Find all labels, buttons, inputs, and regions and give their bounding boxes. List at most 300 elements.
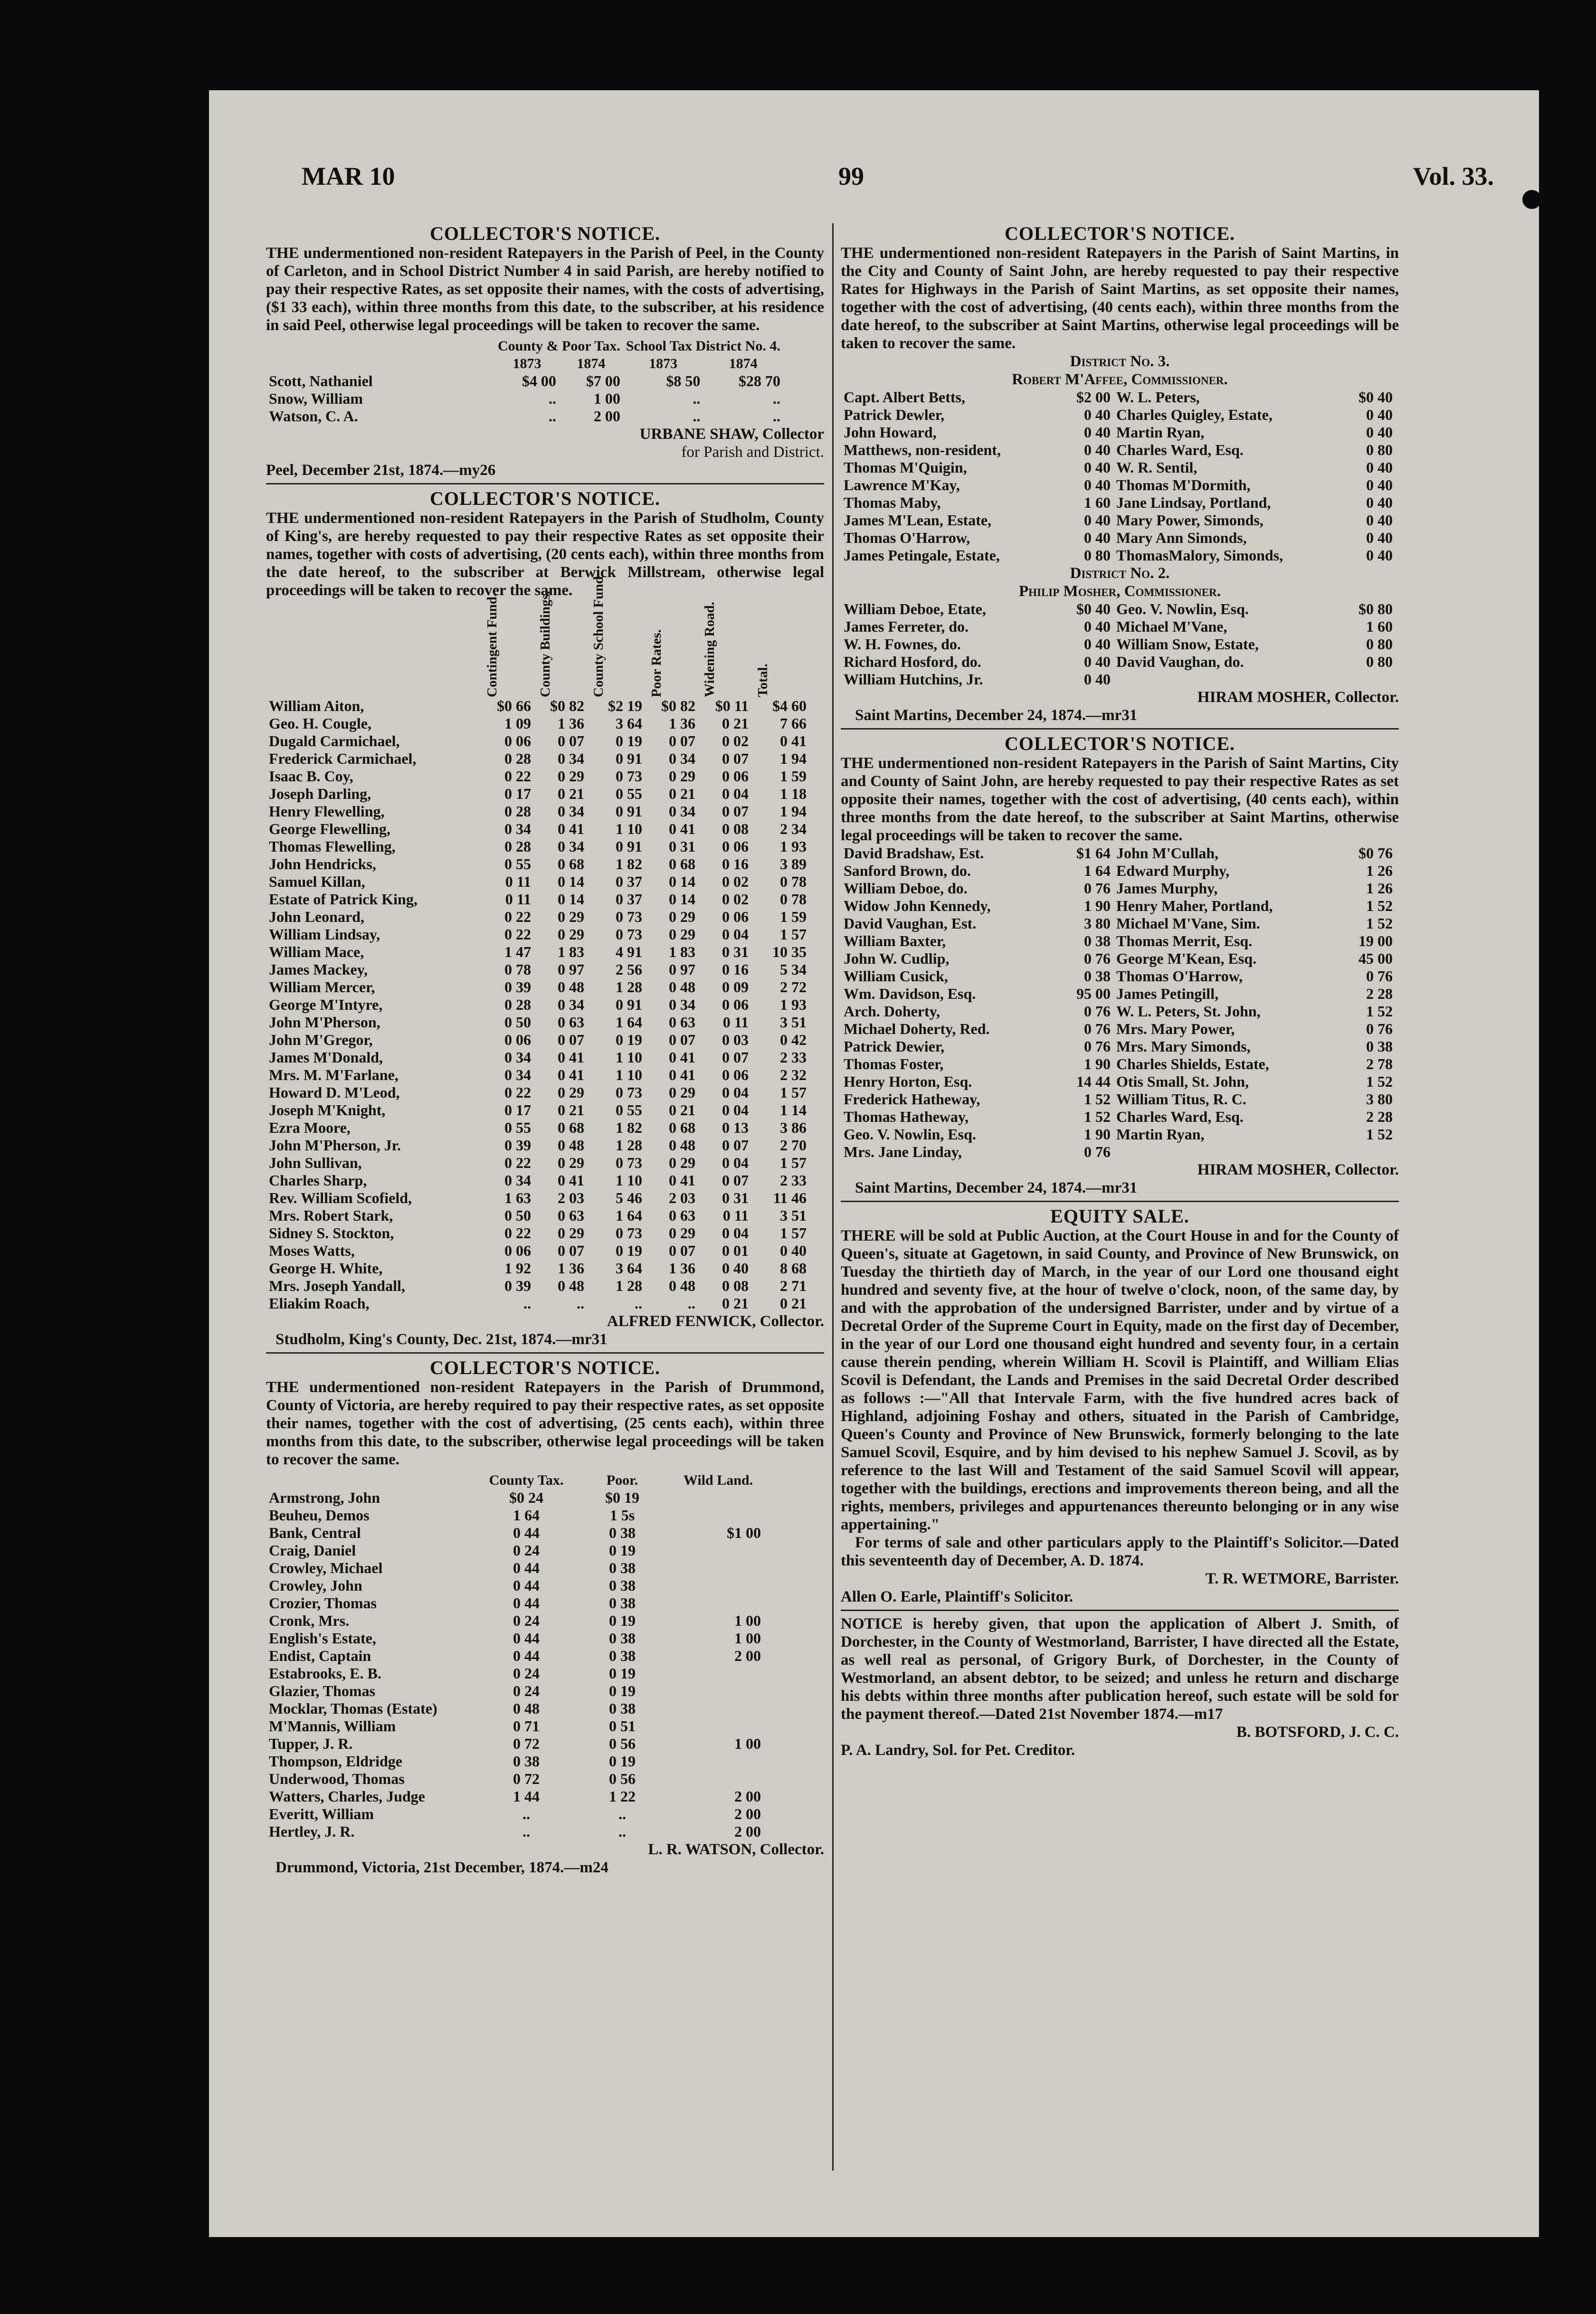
amount-cell: 1 60	[1084, 494, 1111, 511]
ratepayer-name: Scott, Nathaniel	[269, 372, 373, 389]
notice-signature-role: for Parish and District.	[681, 444, 824, 461]
amount-cell: 0 08	[722, 820, 749, 837]
notice-solicitor: P. A. Landry, Sol. for Pet. Creditor.	[841, 1742, 1075, 1759]
table-row	[841, 600, 1396, 618]
ratepayer-name: James Ferreter, do.	[844, 618, 969, 635]
amount-cell: 0 24	[513, 1682, 540, 1699]
amount-cell: 0 40	[1366, 406, 1393, 423]
table-row	[266, 961, 809, 978]
district-commissioner: Philip Mosher, Commissioner.	[1018, 583, 1221, 600]
amount-cell: Thomas O'Harrow,	[1116, 967, 1243, 985]
ratepayer-name: Glazier, Thomas	[269, 1682, 376, 1699]
amount-cell: 1 90	[1084, 1126, 1111, 1143]
amount-cell: $7 00	[586, 372, 620, 389]
amount-cell: 1 93	[780, 996, 807, 1013]
ratepayer-name: John W. Cudlip,	[844, 950, 950, 967]
amount-cell: 14 44	[1076, 1073, 1111, 1090]
ratepayer-name: Rev. William Scofield,	[269, 1189, 412, 1206]
table-row	[266, 926, 809, 943]
table-row	[841, 424, 1396, 441]
amount-cell: 0 21	[558, 1101, 584, 1119]
amount-cell: $4 00	[522, 372, 556, 389]
table-row	[841, 897, 1396, 915]
ratepayer-name: John Howard,	[844, 424, 937, 441]
table-row	[266, 1682, 764, 1700]
ratepayer-name: Crowley, Michael	[269, 1559, 383, 1576]
table-row	[266, 891, 809, 908]
table-row	[266, 1031, 809, 1049]
amount-cell: 0 38	[609, 1577, 636, 1594]
amount-cell: 0 73	[616, 926, 642, 943]
ratepayer-name: Thomas Foster,	[844, 1055, 944, 1072]
amount-cell: 0 29	[558, 1084, 584, 1101]
amount-cell: 0 76	[1366, 967, 1393, 985]
amount-cell: 0 29	[669, 1154, 695, 1171]
ratepayer-name: Moses Watts,	[269, 1242, 355, 1259]
amount-cell: 0 07	[669, 1242, 695, 1259]
table-row	[266, 1594, 764, 1612]
amount-cell: 0 07	[558, 1242, 584, 1259]
district-commissioner: Robert M'Affee, Commissioner.	[1012, 371, 1228, 388]
amount-cell: 0 06	[722, 908, 749, 925]
ratepayer-name: Bank, Central	[269, 1524, 361, 1541]
table-row	[841, 915, 1396, 932]
amount-cell: 0 01	[722, 1242, 749, 1259]
amount-cell: 0 73	[616, 908, 642, 925]
amount-cell: 0 07	[722, 1137, 749, 1154]
amount-cell: 0 11	[722, 1207, 749, 1224]
notice-signature: HIRAM MOSHER, Collector.	[1197, 1161, 1399, 1178]
amount-cell: 0 40	[1084, 476, 1111, 493]
amount-cell: 0 02	[722, 732, 749, 749]
divider	[841, 1610, 1399, 1611]
amount-cell: 2 56	[616, 961, 642, 978]
amount-cell: 0 48	[669, 1137, 695, 1154]
amount-cell: 0 21	[669, 785, 695, 802]
ratepayer-name: Thomas O'Harrow,	[844, 529, 970, 546]
ratepayer-name: William Deboe, do.	[844, 880, 968, 897]
table-row	[266, 1014, 809, 1031]
table-row	[841, 1038, 1396, 1055]
amount-cell: 0 76	[1084, 1038, 1111, 1055]
amount-cell: 1 64	[616, 1014, 642, 1031]
notice-signature: L. R. WATSON, Collector.	[648, 1841, 824, 1858]
table-row	[266, 1577, 764, 1594]
amount-cell: 2 71	[780, 1277, 807, 1294]
amount-cell: 2 00	[734, 1647, 761, 1664]
ratepayer-name: Isaac B. Coy,	[269, 768, 353, 785]
peel-year: 1874	[729, 356, 758, 371]
amount-cell: 0 76	[1084, 1003, 1111, 1020]
amount-cell: $0 80	[1358, 600, 1393, 617]
ratepayer-name: Patrick Dewier,	[844, 1038, 945, 1055]
amount-cell: $2 00	[1076, 389, 1111, 406]
notice-title: COLLECTOR'S NOTICE.	[429, 223, 661, 244]
table-row	[266, 1507, 764, 1524]
amount-cell: 0 40	[1366, 476, 1393, 493]
amount-cell: 0 40	[1366, 494, 1393, 511]
ratepayer-name: Beuheu, Demos	[269, 1507, 370, 1524]
table-row	[841, 985, 1396, 1003]
amount-cell: 2 32	[780, 1066, 807, 1083]
amount-cell: 0 06	[722, 1066, 749, 1083]
table-row	[266, 1119, 809, 1137]
ratepayer-name: Frederick Hatheway,	[844, 1091, 980, 1108]
amount-cell: 0 24	[513, 1665, 540, 1682]
amount-cell: 0 06	[504, 732, 531, 749]
notice-body: THE undermentioned non-resident Ratepayers in the Parish of Saint Martins, in the City and County of Saint John, are hereby requested to pay their respective Rates for Highways in the Parish of Saint Martins, as set opposite their names, together with the cost of advertising, (40 cents each), within three months from the date hereof, to the subscriber at Saint Martins, otherwise legal proceedings will be taken to recover the same.	[841, 245, 1399, 352]
amount-cell: 1 92	[504, 1260, 531, 1277]
table-row	[266, 1154, 809, 1172]
amount-cell	[1328, 1143, 1396, 1161]
amount-cell: 0 21	[722, 715, 749, 732]
amount-cell: 1 36	[558, 715, 584, 732]
ratepayer-name: David Vaughan, Est.	[844, 915, 977, 932]
ratepayer-name: Lawrence M'Kay,	[844, 476, 960, 493]
notice-title: EQUITY SALE.	[1050, 1205, 1189, 1227]
amount-cell: ..	[522, 1823, 530, 1840]
amount-cell: 1 10	[616, 1066, 642, 1083]
amount-cell: William Snow, Estate,	[1116, 635, 1259, 653]
amount-cell: Martin Ryan,	[1116, 424, 1205, 441]
amount-cell: 0 24	[513, 1612, 540, 1629]
table-row	[266, 408, 783, 425]
amount-cell: 0 63	[558, 1014, 584, 1031]
amount-cell: 0 41	[780, 732, 807, 749]
ratepayer-name: Wm. Davidson, Esq.	[844, 985, 976, 1002]
amount-cell: 0 38	[609, 1630, 636, 1647]
amount-cell: 0 38	[1084, 932, 1111, 949]
amount-cell: 0 22	[504, 1224, 531, 1242]
amount-cell: 0 29	[558, 1154, 584, 1171]
amount-cell	[673, 1717, 764, 1735]
amount-cell: 2 28	[1366, 1108, 1393, 1125]
ratepayer-name: David Bradshaw, Est.	[844, 844, 984, 862]
notice-body: THE undermentioned non-resident Ratepayers in the Parish of Drummond, County of Victoria, are hereby required to pay their respective rates, as set opposite their names, together with the cost of advertising, (25 cents each), within three months from this date, to the subscriber, otherwise legal proceedings will be taken to recover the same.	[266, 1379, 824, 1468]
amount-cell: 0 55	[616, 1101, 642, 1119]
amount-cell: 0 76	[1084, 950, 1111, 967]
amount-cell: 1 36	[669, 1260, 695, 1277]
table-row	[266, 996, 809, 1014]
ratepayer-name: Ezra Moore,	[269, 1119, 351, 1136]
amount-cell: 0 44	[513, 1647, 540, 1664]
amount-cell: 0 14	[558, 873, 584, 890]
ratepayer-name: William Mercer,	[269, 978, 375, 996]
amount-cell: 0 34	[504, 820, 531, 837]
table-row	[841, 1126, 1396, 1143]
amount-cell: 0 48	[558, 1277, 584, 1294]
amount-cell: 0 97	[558, 961, 584, 978]
amount-cell: 1 18	[780, 785, 807, 802]
amount-cell: James Petingill,	[1116, 985, 1219, 1002]
amount-cell: 1 57	[780, 1154, 807, 1171]
amount-cell: 0 02	[722, 891, 749, 908]
amount-cell: 0 68	[558, 1119, 584, 1136]
ratepayer-name: William Mace,	[269, 943, 364, 960]
amount-cell: 0 40	[1366, 459, 1393, 476]
ratepayer-name: Mrs. Joseph Yandall,	[269, 1277, 405, 1294]
amount-cell: 0 40	[1084, 671, 1111, 688]
amount-cell: 0 22	[504, 926, 531, 943]
amount-cell: John M'Cullah,	[1116, 844, 1219, 862]
table-row	[266, 943, 809, 961]
amount-cell: 0 40	[1084, 424, 1111, 441]
amount-cell: 0 91	[616, 838, 642, 855]
amount-cell: 0 34	[669, 996, 695, 1013]
amount-cell: 0 44	[513, 1594, 540, 1612]
amount-cell: 0 78	[780, 873, 807, 890]
notice-title: COLLECTOR'S NOTICE.	[429, 488, 661, 509]
amount-cell: 0 07	[722, 1049, 749, 1066]
amount-cell: 0 56	[609, 1770, 636, 1787]
amount-cell: 1 57	[780, 926, 807, 943]
amount-cell: 5 34	[780, 961, 807, 978]
amount-cell: 0 29	[669, 926, 695, 943]
amount-cell: 0 80	[1366, 653, 1393, 670]
amount-cell	[673, 1577, 764, 1594]
table-row	[266, 1612, 764, 1630]
amount-cell: 0 73	[616, 1224, 642, 1242]
table-row	[841, 671, 1396, 688]
notice-solicitor: Allen O. Earle, Plaintiff's Solicitor.	[841, 1588, 1074, 1605]
amount-cell: 0 22	[504, 768, 531, 785]
amount-cell: Geo. V. Nowlin, Esq.	[1116, 600, 1249, 617]
table-row	[266, 1489, 764, 1507]
amount-cell: 0 07	[558, 732, 584, 749]
amount-cell: 0 31	[669, 838, 695, 855]
amount-cell: 1 64	[1084, 862, 1111, 879]
amount-cell: 0 09	[722, 978, 749, 996]
amount-cell: Edward Murphy,	[1116, 862, 1230, 879]
amount-cell: 0 04	[722, 785, 749, 802]
amount-cell: Jane Lindsay, Portland,	[1116, 494, 1271, 511]
ratepayer-name: John M'Pherson,	[269, 1014, 380, 1031]
amount-cell	[1113, 1143, 1328, 1161]
amount-cell: 2 03	[669, 1189, 695, 1206]
ratepayer-name: Capt. Albert Betts,	[844, 389, 965, 406]
amount-cell: 95 00	[1076, 985, 1111, 1002]
amount-cell: ..	[772, 390, 780, 407]
ratepayer-name: Arch. Doherty,	[844, 1003, 940, 1020]
table-row	[266, 908, 809, 926]
amount-cell: 0 40	[1366, 512, 1393, 529]
amount-cell: 1 59	[780, 768, 807, 785]
notice-saint-martins-rates	[841, 733, 1399, 1197]
amount-cell: 1 94	[780, 750, 807, 767]
amount-cell: 1 09	[504, 715, 531, 732]
table-row	[266, 1260, 809, 1277]
table-row	[266, 372, 783, 390]
amount-cell: 0 41	[558, 1066, 584, 1083]
ratepayer-name: William Deboe, Etate,	[844, 600, 986, 617]
drummond-head: County Tax.	[489, 1472, 564, 1488]
amount-cell: 0 38	[1366, 1038, 1393, 1055]
amount-cell: $0 19	[605, 1489, 639, 1506]
amount-cell: 1 28	[616, 978, 642, 996]
amount-cell: 0 55	[504, 855, 531, 872]
amount-cell: 1 00	[734, 1735, 761, 1752]
notice-dateline: Saint Martins, December 24, 1874.—mr31	[855, 1179, 1138, 1196]
amount-cell: Charles Quigley, Estate,	[1116, 406, 1273, 423]
divider	[266, 1352, 824, 1354]
amount-cell: 0 39	[504, 1137, 531, 1154]
amount-cell: ThomasMalory, Simonds,	[1116, 547, 1283, 564]
amount-cell: $0 66	[497, 697, 531, 714]
table-row	[266, 1224, 809, 1242]
amount-cell: 0 19	[609, 1682, 636, 1699]
amount-cell: 0 19	[616, 732, 642, 749]
amount-cell: 0 07	[722, 803, 749, 820]
amount-cell: Thomas M'Dormith,	[1116, 476, 1251, 493]
notice-signature: ALFRED FENWICK, Collector.	[607, 1313, 824, 1330]
table-row	[266, 855, 809, 873]
ratepayer-name: William Baxter,	[844, 932, 946, 949]
amount-cell: 0 42	[780, 1031, 807, 1048]
amount-cell: 1 83	[669, 943, 695, 960]
amount-cell: 0 40	[1084, 512, 1111, 529]
table-row	[266, 1542, 764, 1559]
amount-cell: ..	[548, 390, 556, 407]
amount-cell: 0 56	[609, 1735, 636, 1752]
table-row	[841, 459, 1396, 476]
amount-cell: $1 64	[1076, 844, 1111, 862]
studholm-table	[266, 576, 809, 1312]
divider	[841, 728, 1399, 730]
amount-cell: 2 03	[558, 1189, 584, 1206]
amount-cell: 5 46	[616, 1189, 642, 1206]
amount-cell: 2 00	[734, 1805, 761, 1822]
ratepayer-name: Widow John Kennedy,	[844, 897, 991, 914]
amount-cell: 0 21	[669, 1101, 695, 1119]
amount-cell: 0 29	[669, 1224, 695, 1242]
notice-studholm	[266, 488, 824, 1348]
ratepayer-name: Geo. V. Nowlin, Esq.	[844, 1126, 976, 1143]
notice-body: THERE will be sold at Public Auction, at the Court House in and for the County of Queen's, situate at Gagetown, in said County, and Province of New Brunswick, on Tuesday the thirtieth day of March, in the year of our Lord one thousand eight hundred and seventy five, at the hour of twelve o'clock, noon, of the same day, by and with the approbation of the undersigned Barrister, under and by virtue of a Decretal Order of the Supreme Court in Equity, made on the first day of December, in the year of our Lord one thousand eight hundred and seventy four, in a certain cause therein pending, wherein William H. Scovil is Plaintiff, and William Elias Scovil is Defendant, the Lands and Premises in the said Decretal Order described as follows :—"All that Intervale Farm, with the five hundred acres back of Highland, adjoining Foshay and others, situated in the Parish of Cambridge, Queen's County and Province of New Brunswick, formerly belonging to the late Samuel Scovil, Esquire, and by him devised to his nephew Samuel J. Scovil, as by reference to the last Will and Testament of the said Samuel Scovil will appear, together with the buildings, erections and improvements thereon being, and all the rights, members, privileges and appurtenances thereunto belonging or in any wise appertaining."	[841, 1227, 1399, 1533]
amount-cell: 0 06	[722, 838, 749, 855]
amount-cell: 0 19	[609, 1665, 636, 1682]
ratepayer-name: Hertley, J. R.	[269, 1823, 355, 1840]
amount-cell: 1 57	[780, 1084, 807, 1101]
ratepayer-name: Frederick Carmichael,	[269, 750, 417, 767]
ratepayer-name: Thomas Flewelling,	[269, 838, 396, 855]
amount-cell: 3 64	[616, 715, 642, 732]
amount-cell: $0 82	[661, 697, 695, 714]
page-header	[302, 161, 1503, 204]
amount-cell: 0 37	[616, 873, 642, 890]
amount-cell: 0 50	[504, 1207, 531, 1224]
amount-cell: Michael M'Vane,	[1116, 618, 1227, 635]
amount-cell: 0 40	[1366, 529, 1393, 546]
ratepayer-name: William Cusick,	[844, 967, 948, 985]
amount-cell: 1 22	[609, 1788, 636, 1805]
ratepayer-name: Michael Doherty, Red.	[844, 1020, 990, 1037]
amount-cell: 0 38	[609, 1647, 636, 1664]
amount-cell: Mary Power, Simonds,	[1116, 512, 1264, 529]
amount-cell: 0 40	[1366, 547, 1393, 564]
amount-cell: 0 80	[1366, 441, 1393, 458]
amount-cell: 1 93	[780, 838, 807, 855]
amount-cell: 0 28	[504, 803, 531, 820]
table-row	[266, 1559, 764, 1577]
ratepayer-name: Thomas M'Quigin,	[844, 459, 967, 476]
amount-cell: 0 76	[1084, 1020, 1111, 1037]
amount-cell: 8 68	[780, 1260, 807, 1277]
table-row	[266, 1189, 809, 1207]
ratepayer-name: John Hendricks,	[269, 855, 376, 872]
amount-cell: 0 41	[669, 1066, 695, 1083]
amount-cell: 0 38	[513, 1753, 540, 1770]
amount-cell: 0 19	[616, 1031, 642, 1048]
table-row	[841, 476, 1396, 494]
amount-cell: 0 41	[669, 820, 695, 837]
amount-cell: 1 5s	[609, 1507, 635, 1524]
amount-cell: 0 91	[616, 803, 642, 820]
notice-terms: For terms of sale and other particulars apply to the Plaintiff's Solicitor.—Dated this seventeenth day of December, A. D. 1874.	[841, 1534, 1399, 1569]
amount-cell: 1 52	[1366, 897, 1393, 914]
amount-cell: 0 04	[722, 926, 749, 943]
amount-cell: 1 52	[1366, 1003, 1393, 1020]
amount-cell: 1 90	[1084, 1055, 1111, 1072]
amount-cell: 4 91	[616, 943, 642, 960]
amount-cell: 0 39	[504, 978, 531, 996]
table-row	[266, 1717, 764, 1735]
page-edge-mark	[1522, 190, 1539, 209]
table-row	[266, 1753, 764, 1770]
amount-cell: 0 17	[504, 785, 531, 802]
notice-signature: T. R. WETMORE, Barrister.	[1205, 1570, 1399, 1587]
amount-cell: 0 44	[513, 1559, 540, 1576]
amount-cell: 0 48	[669, 978, 695, 996]
amount-cell: Charles Shields, Estate,	[1116, 1055, 1269, 1072]
table-row	[266, 1172, 809, 1189]
notice-dateline: Saint Martins, December 24, 1874.—mr31	[855, 707, 1138, 724]
amount-cell: 0 06	[722, 768, 749, 785]
amount-cell: 0 78	[780, 891, 807, 908]
amount-cell: 2 00	[734, 1788, 761, 1805]
amount-cell: 0 34	[558, 803, 584, 820]
amount-cell: ..	[618, 1823, 626, 1840]
amount-cell: 0 19	[609, 1612, 636, 1629]
table-row	[266, 750, 809, 768]
amount-cell: 1 83	[558, 943, 584, 960]
amount-cell: 1 00	[593, 390, 620, 407]
ratepayer-name: Mocklar, Thomas (Estate)	[269, 1700, 437, 1717]
amount-cell: 0 51	[609, 1717, 636, 1735]
amount-cell: ..	[772, 408, 780, 425]
amount-cell: 0 22	[504, 1084, 531, 1101]
amount-cell: 0 50	[504, 1014, 531, 1031]
amount-cell: 11 46	[773, 1189, 807, 1206]
ratepayer-name: John Sullivan,	[269, 1154, 362, 1171]
table-row	[266, 1630, 764, 1647]
peel-year: 1874	[577, 356, 606, 371]
amount-cell: 0 91	[616, 996, 642, 1013]
amount-cell: 0 29	[669, 1084, 695, 1101]
ratepayer-name: George Flewelling,	[269, 820, 390, 837]
amount-cell: $0 11	[715, 697, 749, 714]
left-column	[266, 223, 824, 1877]
ratepayer-name: Henry Flewelling,	[269, 803, 385, 820]
amount-cell: 1 64	[513, 1507, 540, 1524]
amount-cell	[673, 1770, 764, 1788]
amount-cell: 0 40	[780, 1242, 807, 1259]
district-heading: District No. 3.	[1070, 353, 1170, 370]
amount-cell: 0 68	[669, 1119, 695, 1136]
amount-cell: Charles Ward, Esq.	[1116, 1108, 1244, 1125]
amount-cell: 0 40	[1084, 653, 1111, 670]
amount-cell: 0 11	[505, 873, 531, 890]
amount-cell: 1 63	[504, 1189, 531, 1206]
